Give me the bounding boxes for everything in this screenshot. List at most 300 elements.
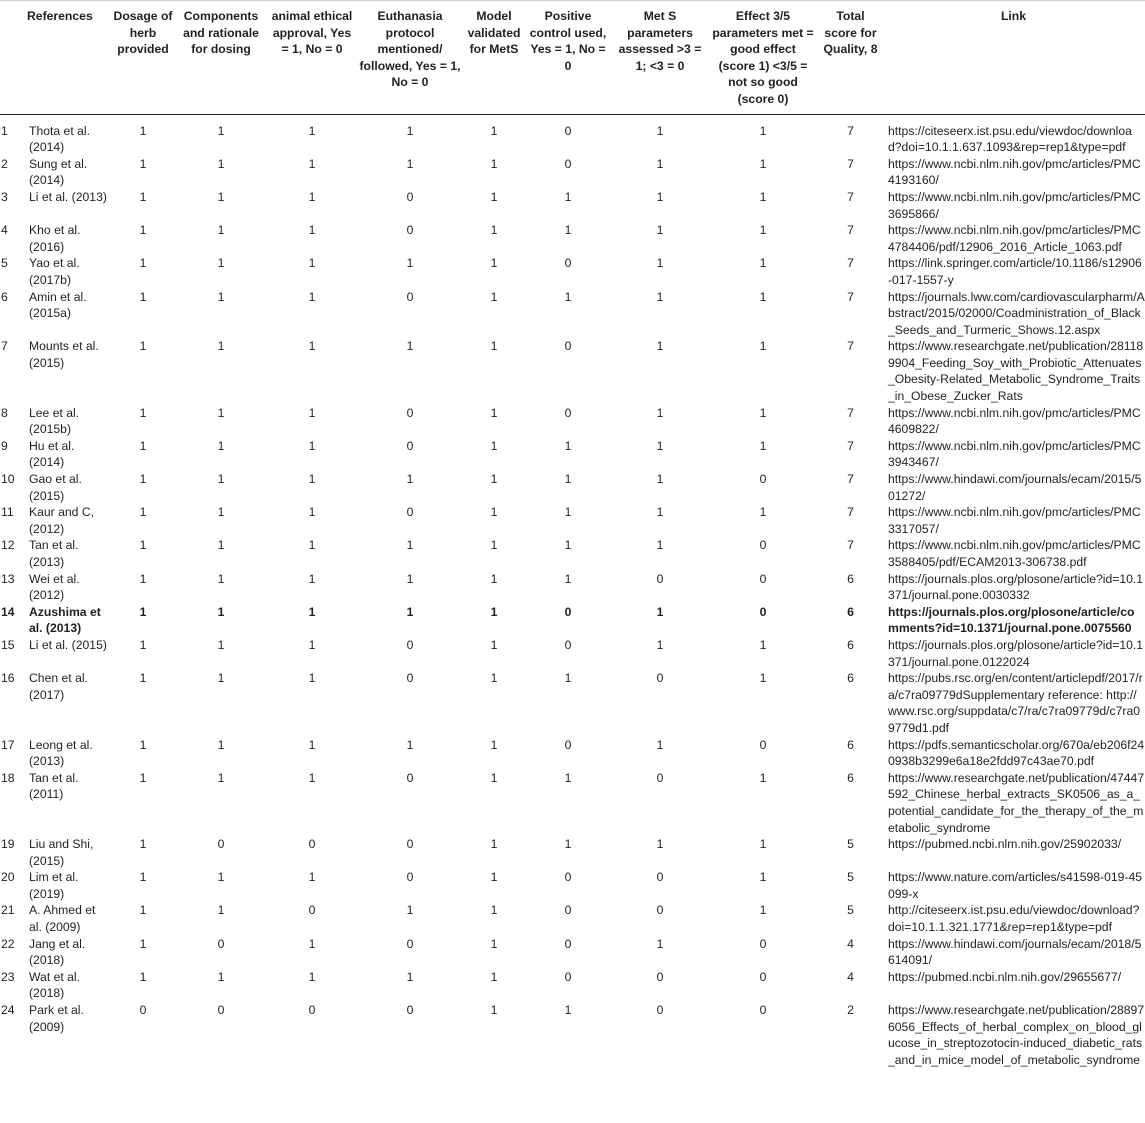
cell-ethical: 1 — [308, 256, 316, 271]
cell-mets-parameters: 1 — [656, 405, 664, 420]
header-link: Link — [884, 1, 1145, 115]
cell-link[interactable]: http://citeseerx.ist.psu.edu/viewdoc/download?doi=10.1.1.321.1771&rep=rep1&type=pdf — [888, 903, 1140, 935]
cell-euthanasia: 1 — [406, 256, 414, 271]
cell-dosage: 1 — [139, 770, 147, 785]
header-row — [0, 1, 1145, 115]
cell-total-score: 6 — [847, 737, 854, 752]
cell-positive-control: 0 — [564, 870, 572, 885]
cell-positive-control: 0 — [564, 123, 572, 138]
cell-effect: 1 — [759, 289, 767, 304]
cell-model: 1 — [490, 1003, 498, 1018]
cell-reference: Amin et al. (2015a) — [29, 289, 87, 321]
cell-model: 1 — [490, 339, 498, 354]
cell-link[interactable]: https://www.ncbi.nlm.nih.gov/pmc/articles/PMC4609822/ — [888, 405, 1141, 437]
cell-reference: Lee et al. (2015b) — [29, 405, 80, 437]
cell-model: 1 — [490, 123, 498, 138]
cell-effect: 1 — [759, 223, 767, 238]
cell-link[interactable]: https://journals.lww.com/cardiovascularpharm/Abstract/2015/02000/Coadministration_of_Black_Seeds_and_Turmeric_Shows.12.aspx — [888, 289, 1145, 337]
cell-dosage: 1 — [139, 969, 147, 984]
cell-number: 8 — [1, 405, 8, 420]
cell-link[interactable]: https://www.researchgate.net/publication/281189904_Feeding_Soy_with_Probiotic_Attenuates_Obesity-Related_Metabolic_Syndrome_Traits_in_Obese_Zucker_Rats — [888, 339, 1144, 404]
cell-euthanasia: 0 — [406, 505, 414, 520]
cell-mets-parameters: 1 — [656, 223, 664, 238]
cell-positive-control: 1 — [564, 438, 572, 453]
cell-reference: Jang et al. (2018) — [29, 936, 86, 968]
cell-total-score: 6 — [847, 604, 854, 619]
cell-link[interactable]: https://www.hindawi.com/journals/ecam/2015/501272/ — [888, 472, 1142, 503]
table-row — [0, 289, 1145, 339]
cell-components: 1 — [217, 770, 225, 785]
cell-mets-parameters: 0 — [656, 770, 664, 785]
cell-effect: 1 — [759, 637, 767, 652]
cell-euthanasia: 0 — [406, 189, 414, 204]
cell-model: 1 — [490, 156, 498, 171]
table-row — [0, 737, 1145, 770]
cell-mets-parameters: 1 — [656, 472, 664, 487]
cell-positive-control: 0 — [564, 637, 572, 652]
cell-positive-control: 0 — [564, 256, 572, 271]
table-row — [0, 405, 1145, 438]
cell-number: 6 — [1, 289, 8, 304]
cell-model: 1 — [490, 438, 498, 453]
cell-effect: 1 — [759, 505, 767, 520]
cell-components: 1 — [217, 405, 225, 420]
cell-model: 1 — [490, 837, 498, 852]
cell-model: 1 — [490, 637, 498, 652]
cell-total-score: 6 — [847, 671, 854, 686]
cell-total-score: 4 — [847, 969, 854, 984]
table-row — [0, 338, 1145, 404]
cell-total-score: 6 — [847, 770, 854, 785]
cell-reference: Sung et al. (2014) — [29, 156, 88, 188]
cell-positive-control: 0 — [564, 339, 572, 354]
header-references: References — [25, 1, 111, 115]
cell-number: 5 — [1, 256, 8, 271]
cell-reference: Thota et al. (2014) — [29, 123, 90, 155]
cell-ethical: 1 — [308, 538, 316, 553]
cell-positive-control: 1 — [564, 837, 572, 852]
cell-reference: Wat et al. (2018) — [29, 969, 81, 1001]
cell-model: 1 — [490, 903, 498, 918]
cell-link[interactable]: https://www.researchgate.net/publication/288976056_Effects_of_herbal_complex_on_blood_glucose_in_streptozotocin-induced_diabetic_rats_and_in_mice_model_of_metabolic_syndrome — [888, 1003, 1145, 1067]
cell-positive-control: 0 — [564, 737, 572, 752]
table-row — [0, 255, 1145, 288]
cell-components: 0 — [217, 1003, 225, 1018]
cell-dosage: 1 — [139, 505, 147, 520]
cell-positive-control: 1 — [564, 1003, 572, 1018]
cell-components: 1 — [217, 123, 225, 138]
cell-dosage: 1 — [139, 223, 147, 238]
cell-reference: Yao et al. (2017b) — [29, 256, 80, 287]
table-row — [0, 156, 1145, 189]
cell-positive-control: 0 — [564, 604, 572, 619]
cell-number: 20 — [1, 870, 15, 885]
cell-components: 0 — [217, 936, 225, 951]
cell-components: 1 — [217, 339, 225, 354]
cell-mets-parameters: 1 — [656, 256, 664, 271]
cell-effect: 1 — [759, 156, 767, 171]
cell-effect: 0 — [759, 936, 767, 951]
cell-dosage: 1 — [139, 438, 147, 453]
cell-link[interactable]: https://journals.plos.org/plosone/article?id=10.1371/journal.pone.0122024 — [888, 637, 1144, 669]
cell-components: 1 — [217, 637, 225, 652]
cell-euthanasia: 0 — [406, 1003, 414, 1018]
cell-components: 1 — [217, 189, 225, 204]
header-mets-parameters: Met S parameters assessed >3 = 1; <3 = 0 — [611, 1, 709, 115]
cell-effect: 1 — [759, 903, 767, 918]
cell-components: 1 — [217, 256, 225, 271]
cell-number: 18 — [1, 770, 15, 785]
cell-effect: 1 — [759, 405, 767, 420]
cell-model: 1 — [490, 737, 498, 752]
cell-link[interactable]: https://www.ncbi.nlm.nih.gov/pmc/articles/PMC3588405/pdf/ECAM2013-306738.pdf — [888, 538, 1141, 569]
cell-model: 1 — [490, 770, 498, 785]
cell-components: 1 — [217, 671, 225, 686]
cell-effect: 1 — [759, 256, 767, 271]
cell-number: 1 — [1, 123, 8, 138]
cell-components: 1 — [217, 538, 225, 553]
cell-total-score: 7 — [847, 339, 854, 354]
cell-dosage: 1 — [139, 903, 147, 918]
cell-total-score: 7 — [847, 123, 854, 138]
cell-link[interactable]: https://journals.plos.org/plosone/article?id=10.1371/journal.pone.0030332 — [888, 571, 1144, 603]
cell-euthanasia: 1 — [406, 571, 414, 586]
cell-ethical: 1 — [308, 936, 316, 951]
cell-positive-control: 0 — [564, 405, 572, 420]
cell-total-score: 7 — [847, 472, 854, 487]
cell-effect: 0 — [759, 604, 767, 619]
cell-dosage: 1 — [139, 737, 147, 752]
cell-link[interactable]: https://journals.plos.org/plosone/article/comments?id=10.1371/journal.pone.0075560 — [888, 604, 1135, 636]
header-effect: Effect 3/5 parameters met = good effect (score 1) <3/5 = not so good (score 0) — [709, 1, 817, 115]
cell-components: 1 — [217, 571, 225, 586]
cell-mets-parameters: 1 — [656, 637, 664, 652]
cell-model: 1 — [490, 870, 498, 885]
cell-positive-control: 0 — [564, 156, 572, 171]
cell-reference: Wei et al. (2012) — [29, 571, 80, 603]
cell-effect: 1 — [759, 870, 767, 885]
cell-number: 19 — [1, 837, 15, 852]
cell-reference: Gao et al. (2015) — [29, 472, 82, 503]
cell-ethical: 1 — [308, 472, 316, 487]
cell-link[interactable]: https://www.ncbi.nlm.nih.gov/pmc/articles/PMC3695866/ — [888, 189, 1141, 221]
cell-reference: Chen et al. (2017) — [29, 671, 88, 702]
cell-link[interactable]: https://www.ncbi.nlm.nih.gov/pmc/articles/PMC3317057/ — [888, 505, 1141, 536]
cell-mets-parameters: 1 — [656, 604, 664, 619]
cell-effect: 1 — [759, 770, 767, 785]
cell-link[interactable]: https://www.nature.com/articles/s41598-019-45099-x — [888, 870, 1143, 901]
cell-dosage: 1 — [139, 837, 147, 852]
table-row — [0, 438, 1145, 471]
table-row — [0, 189, 1145, 222]
cell-total-score: 5 — [847, 903, 854, 918]
cell-total-score: 7 — [847, 289, 854, 304]
cell-number: 16 — [1, 671, 15, 686]
cell-dosage: 0 — [139, 1003, 147, 1018]
cell-euthanasia: 0 — [406, 770, 414, 785]
cell-euthanasia: 0 — [406, 405, 414, 420]
table-row — [0, 114, 1145, 156]
cell-model: 1 — [490, 256, 498, 271]
cell-ethical: 1 — [308, 156, 316, 171]
cell-number: 9 — [1, 438, 8, 453]
cell-effect: 0 — [759, 538, 767, 553]
cell-link[interactable]: https://www.researchgate.net/publication/47447592_Chinese_herbal_extracts_SK0506_as_a_potential_candidate_for_the_therapy_of_the_metabolic_syndrome — [888, 770, 1145, 835]
table-row — [0, 770, 1145, 836]
cell-total-score: 7 — [847, 189, 854, 204]
cell-ethical: 1 — [308, 405, 316, 420]
cell-reference: Park et al. (2009) — [29, 1003, 84, 1034]
cell-effect: 1 — [759, 837, 767, 852]
cell-model: 1 — [490, 671, 498, 686]
cell-positive-control: 1 — [564, 770, 572, 785]
cell-components: 1 — [217, 870, 225, 885]
cell-number: 24 — [1, 1003, 15, 1018]
cell-link[interactable]: https://www.ncbi.nlm.nih.gov/pmc/articles/PMC4784406/pdf/12906_2016_Article_1063.pdf — [888, 223, 1141, 254]
cell-euthanasia: 1 — [406, 123, 414, 138]
cell-euthanasia: 0 — [406, 671, 414, 686]
cell-positive-control: 0 — [564, 936, 572, 951]
cell-reference: A. Ahmed et al. (2009) — [29, 903, 96, 935]
cell-model: 1 — [490, 405, 498, 420]
cell-dosage: 1 — [139, 123, 147, 138]
cell-euthanasia: 0 — [406, 438, 414, 453]
cell-ethical: 1 — [308, 671, 316, 686]
cell-reference: Hu et al. (2014) — [29, 438, 75, 470]
cell-link[interactable]: https://www.ncbi.nlm.nih.gov/pmc/articles/PMC3943467/ — [888, 438, 1141, 470]
cell-total-score: 6 — [847, 571, 854, 586]
cell-link[interactable]: https://citeseerx.ist.psu.edu/viewdoc/download?doi=10.1.1.637.1093&rep=rep1&type=pdf — [888, 123, 1132, 155]
cell-components: 1 — [217, 223, 225, 238]
cell-dosage: 1 — [139, 671, 147, 686]
cell-mets-parameters: 1 — [656, 505, 664, 520]
cell-link[interactable]: https://pubmed.ncbi.nlm.nih.gov/25902033/ — [888, 837, 1122, 852]
cell-reference: Li et al. (2013) — [29, 189, 107, 204]
cell-model: 1 — [490, 936, 498, 951]
cell-model: 1 — [490, 604, 498, 619]
cell-link[interactable]: https://pubs.rsc.org/en/content/articlepdf/2017/ra/c7ra09779dSupplementary reference: http://www.rsc.org/suppdata/c7/ra/c7ra09779d/c7ra09779d1.pdf — [888, 671, 1143, 735]
header-ethical: animal ethical approval, Yes = 1, No = 0 — [267, 1, 357, 115]
cell-euthanasia: 1 — [406, 472, 414, 487]
cell-total-score: 4 — [847, 936, 854, 951]
cell-model: 1 — [490, 969, 498, 984]
cell-number: 23 — [1, 969, 15, 984]
cell-mets-parameters: 0 — [656, 671, 664, 686]
cell-components: 1 — [217, 903, 225, 918]
cell-total-score: 5 — [847, 837, 854, 852]
table-row — [0, 670, 1145, 736]
cell-euthanasia: 1 — [406, 156, 414, 171]
cell-link[interactable]: https://www.hindawi.com/journals/ecam/2018/5614091/ — [888, 936, 1142, 968]
cell-positive-control: 0 — [564, 969, 572, 984]
header-model: Model validated for MetS — [463, 1, 525, 115]
cell-link[interactable]: https://www.ncbi.nlm.nih.gov/pmc/articles/PMC4193160/ — [888, 156, 1141, 188]
cell-positive-control: 1 — [564, 472, 572, 487]
cell-euthanasia: 1 — [406, 903, 414, 918]
cell-components: 1 — [217, 737, 225, 752]
header-euthanasia: Euthanasia protocol mentioned/ followed, Yes = 1, No = 0 — [357, 1, 463, 115]
cell-euthanasia: 0 — [406, 637, 414, 652]
cell-reference: Azushima et al. (2013) — [29, 604, 101, 636]
cell-components: 1 — [217, 156, 225, 171]
table-row — [0, 537, 1145, 570]
cell-number: 2 — [1, 156, 8, 171]
table-row — [0, 869, 1145, 902]
cell-ethical: 1 — [308, 223, 316, 238]
header-num — [0, 1, 25, 115]
cell-total-score: 7 — [847, 505, 854, 520]
cell-reference: Li et al. (2015) — [29, 637, 107, 652]
cell-link[interactable]: https://pdfs.semanticscholar.org/670a/eb206f240938b3299e6a18e2fdd97c43ae70.pdf — [888, 737, 1145, 769]
cell-effect: 0 — [759, 737, 767, 752]
table-row — [0, 222, 1145, 255]
cell-positive-control: 1 — [564, 571, 572, 586]
cell-components: 1 — [217, 969, 225, 984]
cell-model: 1 — [490, 472, 498, 487]
cell-euthanasia: 1 — [406, 604, 414, 619]
cell-components: 1 — [217, 505, 225, 520]
cell-mets-parameters: 1 — [656, 438, 664, 453]
cell-number: 17 — [1, 737, 15, 752]
cell-model: 1 — [490, 571, 498, 586]
cell-euthanasia: 1 — [406, 737, 414, 752]
cell-number: 12 — [1, 538, 15, 553]
cell-dosage: 1 — [139, 156, 147, 171]
cell-mets-parameters: 0 — [656, 969, 664, 984]
cell-effect: 0 — [759, 969, 767, 984]
cell-dosage: 1 — [139, 289, 147, 304]
cell-mets-parameters: 0 — [656, 1003, 664, 1018]
cell-mets-parameters: 1 — [656, 837, 664, 852]
cell-number: 15 — [1, 637, 15, 652]
cell-ethical: 0 — [308, 1003, 316, 1018]
cell-reference: Lim et al. (2019) — [29, 870, 79, 901]
cell-ethical: 0 — [308, 903, 316, 918]
cell-total-score: 7 — [847, 438, 854, 453]
cell-components: 1 — [217, 438, 225, 453]
cell-mets-parameters: 1 — [656, 737, 664, 752]
cell-reference: Mounts et al. (2015) — [29, 339, 99, 370]
cell-mets-parameters: 1 — [656, 538, 664, 553]
cell-effect: 1 — [759, 339, 767, 354]
cell-ethical: 1 — [308, 189, 316, 204]
table-row — [0, 969, 1145, 1002]
cell-mets-parameters: 1 — [656, 936, 664, 951]
cell-mets-parameters: 1 — [656, 189, 664, 204]
cell-components: 1 — [217, 604, 225, 619]
cell-ethical: 1 — [308, 770, 316, 785]
cell-number: 21 — [1, 903, 15, 918]
cell-positive-control: 1 — [564, 189, 572, 204]
cell-ethical: 1 — [308, 438, 316, 453]
cell-ethical: 1 — [308, 737, 316, 752]
cell-mets-parameters: 1 — [656, 123, 664, 138]
cell-euthanasia: 0 — [406, 936, 414, 951]
cell-mets-parameters: 0 — [656, 870, 664, 885]
header-components: Components and rationale for dosing — [175, 1, 267, 115]
cell-positive-control: 1 — [564, 671, 572, 686]
table-body — [0, 114, 1145, 1068]
cell-link[interactable]: https://link.springer.com/article/10.1186/s12906-017-1557-y — [888, 256, 1142, 287]
cell-dosage: 1 — [139, 538, 147, 553]
cell-dosage: 1 — [139, 571, 147, 586]
cell-total-score: 5 — [847, 870, 854, 885]
cell-dosage: 1 — [139, 339, 147, 354]
table-row — [0, 836, 1145, 869]
cell-reference: Kaur and C, (2012) — [29, 505, 95, 536]
cell-ethical: 1 — [308, 123, 316, 138]
cell-total-score: 7 — [847, 156, 854, 171]
cell-dosage: 1 — [139, 637, 147, 652]
cell-dosage: 1 — [139, 936, 147, 951]
cell-dosage: 1 — [139, 256, 147, 271]
table-header — [0, 1, 1145, 115]
table-row — [0, 504, 1145, 537]
cell-total-score: 7 — [847, 538, 854, 553]
cell-effect: 1 — [759, 438, 767, 453]
cell-components: 1 — [217, 472, 225, 487]
table-row — [0, 571, 1145, 604]
cell-euthanasia: 1 — [406, 969, 414, 984]
cell-link[interactable]: https://pubmed.ncbi.nlm.nih.gov/29655677/ — [888, 969, 1122, 984]
cell-model: 1 — [490, 505, 498, 520]
cell-number: 7 — [1, 339, 8, 354]
cell-effect: 1 — [759, 671, 767, 686]
cell-reference: Tan et al. (2011) — [29, 770, 79, 802]
cell-total-score: 7 — [847, 256, 854, 271]
cell-dosage: 1 — [139, 472, 147, 487]
cell-dosage: 1 — [139, 405, 147, 420]
cell-components: 1 — [217, 289, 225, 304]
cell-reference: Tan et al. (2013) — [29, 538, 79, 569]
cell-positive-control: 0 — [564, 903, 572, 918]
cell-effect: 1 — [759, 189, 767, 204]
cell-euthanasia: 0 — [406, 870, 414, 885]
cell-positive-control: 1 — [564, 505, 572, 520]
cell-euthanasia: 0 — [406, 289, 414, 304]
cell-mets-parameters: 1 — [656, 156, 664, 171]
cell-number: 13 — [1, 571, 15, 586]
header-dosage: Dosage of herb provided — [111, 1, 175, 115]
table-row — [0, 637, 1145, 670]
table-row — [0, 902, 1145, 935]
cell-total-score: 7 — [847, 405, 854, 420]
cell-euthanasia: 1 — [406, 339, 414, 354]
cell-ethical: 1 — [308, 505, 316, 520]
cell-effect: 1 — [759, 123, 767, 138]
header-positive-control: Positive control used, Yes = 1, No = 0 — [525, 1, 611, 115]
cell-mets-parameters: 0 — [656, 903, 664, 918]
cell-ethical: 1 — [308, 969, 316, 984]
cell-number: 3 — [1, 189, 8, 204]
cell-euthanasia: 0 — [406, 223, 414, 238]
cell-number: 22 — [1, 936, 15, 951]
cell-ethical: 1 — [308, 604, 316, 619]
cell-ethical: 1 — [308, 571, 316, 586]
cell-effect: 0 — [759, 1003, 767, 1018]
cell-model: 1 — [490, 223, 498, 238]
cell-euthanasia: 0 — [406, 837, 414, 852]
table-row — [0, 936, 1145, 969]
cell-number: 4 — [1, 223, 8, 238]
header-total-score: Total score for Quality, 8 — [817, 1, 884, 115]
cell-dosage: 1 — [139, 189, 147, 204]
cell-positive-control: 1 — [564, 538, 572, 553]
cell-number: 14 — [1, 604, 15, 619]
cell-ethical: 1 — [308, 339, 316, 354]
cell-reference: Leong et al. (2013) — [29, 737, 93, 769]
cell-reference: Kho et al. (2016) — [29, 223, 81, 254]
